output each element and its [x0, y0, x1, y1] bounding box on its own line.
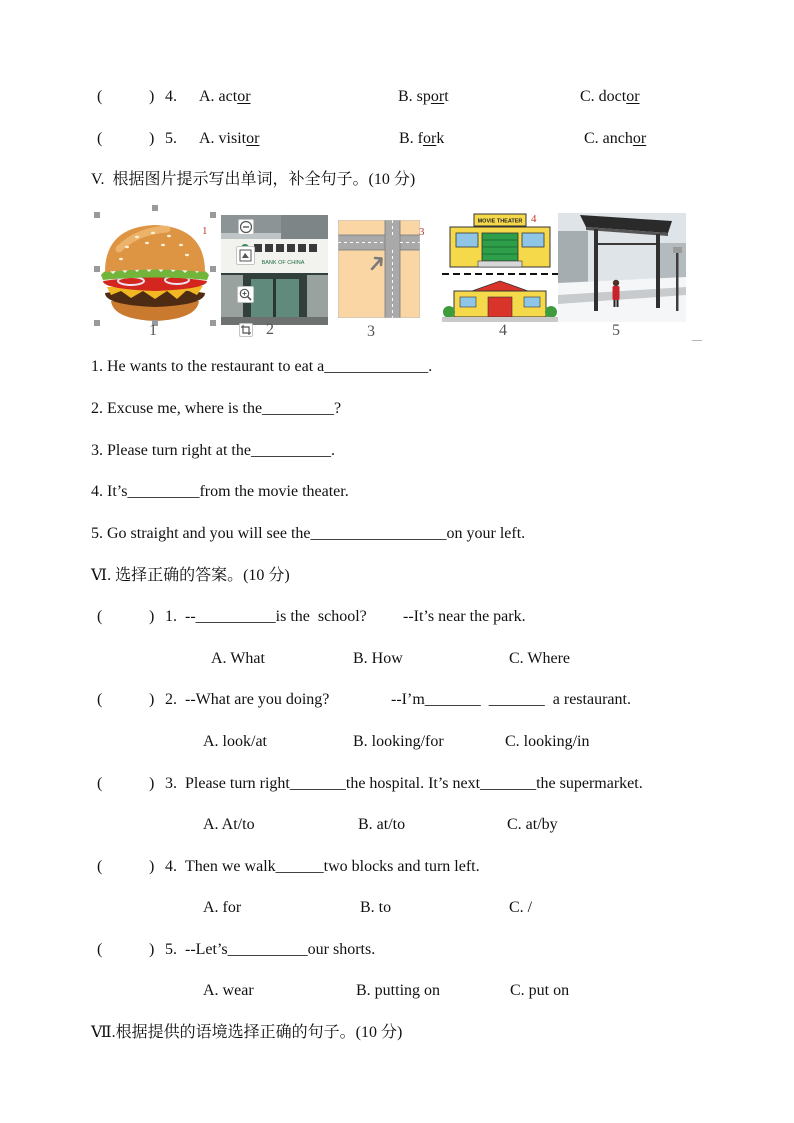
picture-5-caption: 5: [612, 322, 620, 339]
zoom-in-icon[interactable]: [237, 286, 254, 303]
question-number: 2.: [165, 691, 177, 708]
fill-in-sentence: 5. Go straight and you will see the_________________on your left.: [91, 525, 526, 542]
option-c: C. put on: [510, 982, 570, 999]
bank-sign-text: BANK OF CHINA: [261, 260, 305, 266]
option-text: C. doct: [580, 88, 627, 105]
item-number: 5.: [165, 130, 177, 147]
choice-question-2: [0, 689, 794, 711]
option-b: B. to: [360, 899, 392, 916]
question-text: --What are you doing?: [185, 691, 330, 708]
choice-options-4: [0, 897, 794, 919]
section-vii-heading: Ⅶ.根据提供的语境选择正确的句子。(10 分): [91, 1024, 403, 1041]
answer-paren-close: ): [149, 88, 155, 105]
option-text: A. visit: [199, 130, 247, 147]
section-vi-heading-row: [0, 565, 794, 587]
answer-paren-open: (: [97, 608, 103, 625]
option-b: B. putting on: [356, 982, 441, 999]
resize-handle-top-right[interactable]: [210, 212, 216, 218]
bush-right: [545, 306, 557, 318]
option-text-end: t: [444, 88, 449, 105]
answer-paren-open: (: [97, 130, 103, 147]
collapse-minus-icon[interactable]: [238, 219, 254, 235]
option-b: [398, 86, 449, 108]
answer-paren-open: (: [97, 775, 103, 792]
crossing-map-illustration: [338, 220, 420, 318]
option-b: B. looking/for: [353, 733, 444, 750]
fill-in-sentence: 3. Please turn right at the__________.: [91, 442, 335, 459]
question-reply-text: --I’m_______ _______ a restaurant.: [391, 691, 631, 708]
picture-3-corner-mark: 3: [419, 226, 425, 238]
choice-question-3: [0, 773, 794, 795]
answer-paren-close: ): [149, 941, 155, 958]
sentence-row-5: [0, 523, 794, 545]
theater-sign-text: MOVIE THEATER: [477, 218, 523, 225]
option-text: B. f: [399, 130, 423, 147]
option-c: C. looking/in: [505, 733, 590, 750]
answer-paren-open: (: [97, 941, 103, 958]
option-b: [399, 128, 444, 150]
answer-paren-open: (: [97, 691, 103, 708]
option-b: B. How: [353, 650, 403, 667]
section-v-heading: V. 根据图片提示写出单词，补全句子。(10 分): [91, 171, 416, 188]
resize-handle-right[interactable]: [210, 266, 216, 272]
sentence-row-3: [0, 440, 794, 462]
option-a: A. At/to: [203, 816, 255, 833]
margin-marker: [692, 340, 702, 341]
choice-options-2: [0, 731, 794, 753]
answer-paren-close: ): [149, 608, 155, 625]
bush-left: [443, 306, 455, 318]
picture-3-crossing[interactable]: [338, 220, 420, 318]
underlined-letters: or: [246, 130, 260, 147]
door-divider: [273, 279, 276, 317]
section-vii-heading-row: [0, 1022, 794, 1044]
movie-theater-illustration: [442, 213, 558, 322]
picture-5-bus-stop[interactable]: [558, 213, 686, 322]
resize-handle-bottom-left[interactable]: [94, 320, 100, 326]
lower-window-right: [524, 297, 540, 307]
question-text: --Let’s__________our shorts.: [185, 941, 376, 958]
fill-in-sentence: 1. He wants to the restaurant to eat a_____________.: [91, 358, 433, 375]
option-text: B. sp: [398, 88, 431, 105]
picture-1-hamburger[interactable]: [97, 215, 213, 325]
underlined-letters: or: [237, 88, 251, 105]
shelter-post-left: [594, 229, 598, 311]
choice-options-5: [0, 980, 794, 1002]
answer-paren-close: ): [149, 130, 155, 147]
sidewalk: [221, 317, 328, 325]
option-a: [199, 86, 251, 108]
option-a: [199, 128, 259, 150]
lower-building-door: [488, 297, 512, 317]
fill-in-sentence: 4. It’s_________from the movie theater.: [91, 483, 349, 500]
shelter-beam: [598, 243, 656, 245]
pronunciation-item-5: [0, 128, 794, 150]
picture-4-caption: 4: [499, 322, 507, 339]
section-v-heading-row: [0, 169, 794, 191]
answer-paren-open: (: [97, 858, 103, 875]
bus-stop-illustration: [558, 213, 686, 322]
option-c: C. Where: [509, 650, 571, 667]
question-text: Please turn right_______the hospital. It’s next_______the supermarket.: [185, 775, 643, 792]
picture-4-movie-theater[interactable]: [442, 213, 558, 322]
option-text: A. act: [199, 88, 238, 105]
lower-window-left: [460, 297, 476, 307]
sentence-row-4: [0, 481, 794, 503]
item-number: 4.: [165, 88, 177, 105]
underlined-letters: or: [430, 88, 445, 105]
option-text: C. anch: [584, 130, 633, 147]
intersection: [385, 235, 399, 249]
underlined-letters: or: [632, 130, 647, 147]
question-reply-text: --It’s near the park.: [403, 608, 526, 625]
section-vi-heading: Ⅵ. 选择正确的答案。(10 分): [91, 567, 290, 584]
picture-1-caption: 1: [149, 322, 157, 339]
option-b: B. at/to: [358, 816, 406, 833]
choice-question-5: [0, 939, 794, 961]
sentence-row-1: [0, 356, 794, 378]
answer-paren-close: ): [149, 775, 155, 792]
picture-3-caption: 3: [367, 323, 375, 340]
picture-2-caption: 2: [266, 321, 274, 338]
answer-paren-close: ): [149, 858, 155, 875]
layout-options-icon[interactable]: [236, 246, 255, 265]
upper-facade-right: [281, 215, 328, 241]
answer-paren-open: (: [97, 88, 103, 105]
option-a: A. wear: [203, 982, 254, 999]
shelter-post-right: [656, 234, 660, 308]
question-text: --__________is the school?: [185, 608, 367, 625]
resize-handle-left[interactable]: [94, 266, 100, 272]
choice-question-1: [0, 606, 794, 628]
option-text-end: k: [436, 130, 445, 147]
answer-paren-close: ): [149, 691, 155, 708]
rotate-handle[interactable]: [152, 205, 158, 211]
question-number: 5.: [165, 941, 177, 958]
option-c: C. at/by: [507, 816, 558, 833]
choice-options-1: [0, 648, 794, 670]
background-building-left: [558, 231, 588, 286]
theater-window-left: [456, 233, 478, 247]
crop-icon[interactable]: [239, 323, 253, 337]
question-text: Then we walk______two blocks and turn left.: [185, 858, 480, 875]
choice-question-4: [0, 856, 794, 878]
resize-handle-bottom-right[interactable]: [210, 320, 216, 326]
resize-handle-top-left[interactable]: [94, 212, 100, 218]
question-number: 1.: [165, 608, 177, 625]
theater-window-right: [522, 233, 544, 247]
sentence-row-2: [0, 398, 794, 420]
option-a: A. for: [203, 899, 242, 916]
option-c: C. /: [509, 899, 533, 916]
pronunciation-item-4: [0, 86, 794, 108]
option-c: [584, 128, 646, 150]
question-number: 4.: [165, 858, 177, 875]
option-c: [580, 86, 640, 108]
picture-1-corner-mark: 1: [202, 225, 208, 237]
theater-steps: [478, 261, 522, 267]
fill-in-sentence: 2. Excuse me, where is the_________?: [91, 400, 342, 417]
hamburger-illustration: [97, 215, 213, 325]
option-a: A. look/at: [203, 733, 267, 750]
picture-4-corner-mark: 4: [531, 213, 537, 225]
option-a: A. What: [211, 650, 265, 667]
underlined-letters: or: [423, 130, 437, 147]
underlined-letters: or: [626, 88, 640, 105]
choice-options-3: [0, 814, 794, 836]
question-number: 3.: [165, 775, 177, 792]
